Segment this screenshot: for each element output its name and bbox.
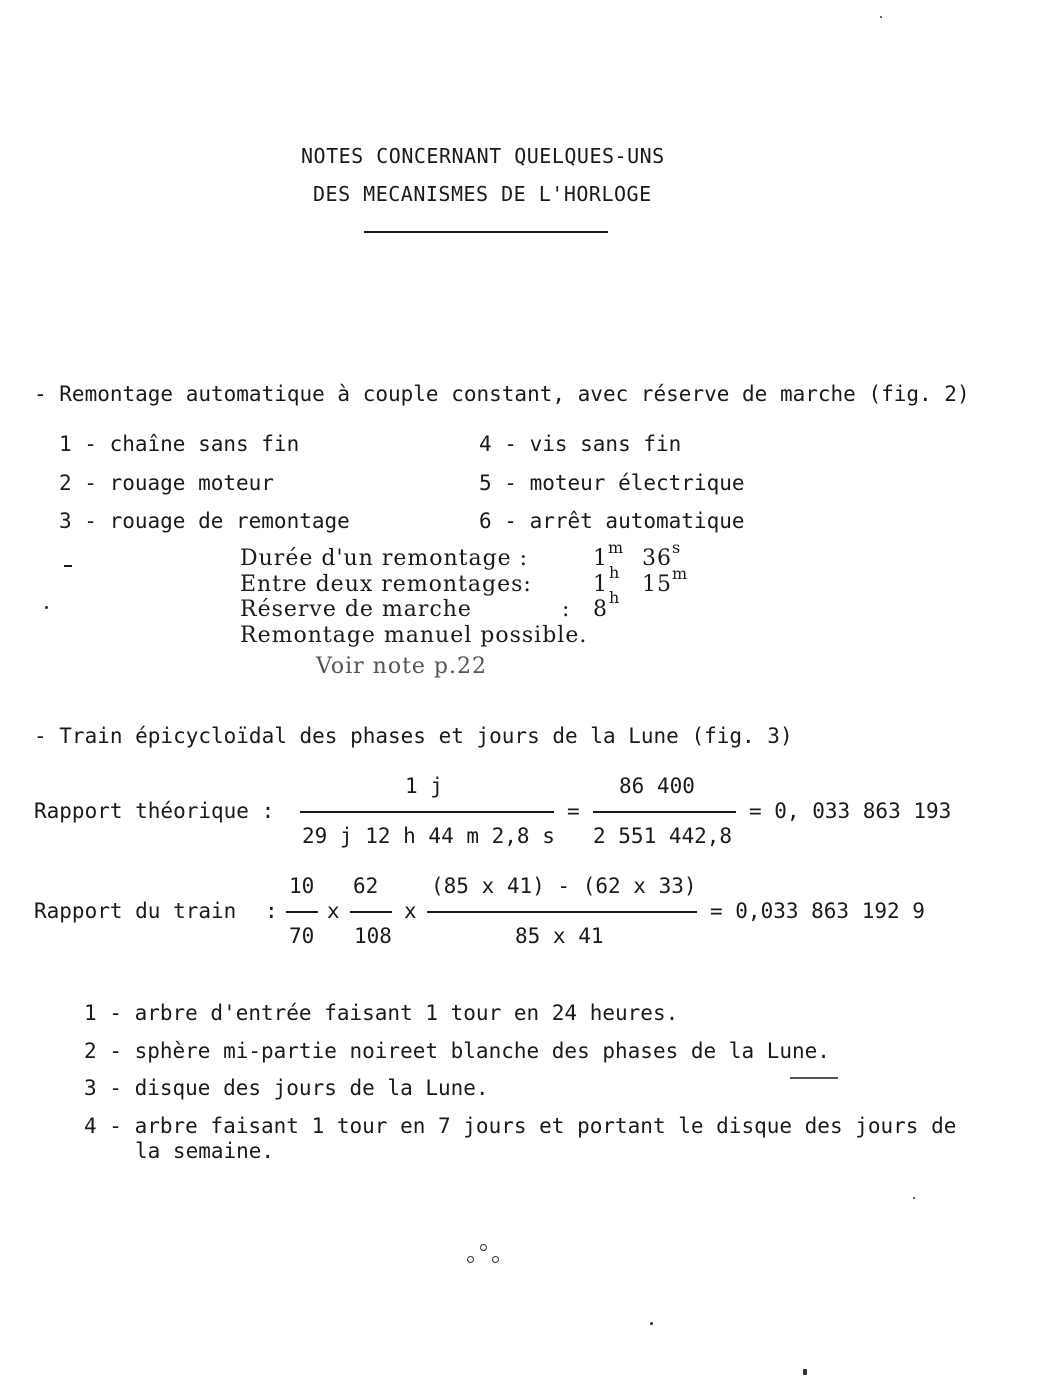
page-title-line2: DES MECANISMES DE L'HORLOGE — [313, 182, 652, 206]
train-fraction1-bar — [286, 911, 318, 913]
reserve-label: Réserve de marche — [240, 597, 472, 622]
section2-heading: - Train épicycloïdal des phases et jours de la Lune (fig. 3) — [34, 724, 793, 748]
train-fraction3-num: (85 x 41) - (62 x 33) — [431, 874, 697, 898]
theorique-den-2: 2 551 442,8 — [593, 824, 733, 848]
rapport-train-label: Rapport du train — [34, 899, 237, 923]
entre-label: Entre deux remontages: — [240, 572, 532, 597]
section2-item-3: 3 - disque des jours de la Lune. — [84, 1076, 489, 1100]
theorique-num-1: 1 j — [405, 774, 443, 798]
ornament-dot — [480, 1244, 487, 1251]
section1-heading: - Remontage automatique à couple constant, avec réserve de marche (fig. 2) — [34, 382, 970, 406]
entre-unit-1: h — [609, 563, 621, 582]
reserve-unit: h — [609, 588, 621, 607]
page-title-line1: NOTES CONCERNANT QUELQUES-UNS — [301, 144, 665, 168]
theorique-result: = 0, 033 863 193 — [749, 799, 952, 823]
train-fraction2-num: 62 — [353, 874, 379, 898]
section2-item-4: 4 - arbre faisant 1 tour en 7 jours et portant le disque des jours de — [84, 1114, 957, 1138]
speck — [650, 1322, 653, 1325]
train-times-2: x — [404, 899, 417, 923]
speck — [803, 1369, 807, 1375]
voir-note: Voir note p.22 — [316, 654, 487, 679]
train-fraction3-bar — [427, 911, 697, 913]
ornament-dot — [467, 1256, 474, 1263]
duree-value-2: 36 — [642, 546, 672, 571]
speck — [45, 606, 48, 609]
entre-value-1: 1 — [593, 572, 608, 597]
remontage-manuel: Remontage manuel possible. — [240, 623, 588, 648]
train-fraction2-den: 108 — [354, 924, 392, 948]
stray-rule — [790, 1077, 838, 1079]
duree-unit-1: m — [608, 538, 625, 557]
theorique-equals: = — [567, 799, 580, 823]
duree-value-1: 1 — [593, 546, 608, 571]
rapport-theorique-label: Rapport théorique : — [34, 799, 275, 823]
train-fraction3-den: 85 x 41 — [515, 924, 604, 948]
section1-item-6: 6 - arrêt automatique — [479, 509, 745, 533]
section2-item-2: 2 - sphère mi-partie noireet blanche des phases de la Lune. — [84, 1039, 830, 1063]
theorique-num-2: 86 400 — [619, 774, 695, 798]
theorique-fraction-bar-2 — [593, 811, 736, 813]
section1-item-1: 1 - chaîne sans fin — [59, 432, 300, 456]
speck — [913, 1197, 915, 1199]
entre-value-2: 15 — [642, 572, 672, 597]
duree-label: Durée d'un remontage : — [240, 546, 529, 571]
title-underline — [364, 231, 608, 233]
section1-item-2: 2 - rouage moteur — [59, 471, 274, 495]
reserve-value: 8 — [593, 597, 608, 622]
section1-item-4: 4 - vis sans fin — [479, 432, 682, 456]
section2-item-4-continuation: la semaine. — [135, 1139, 275, 1163]
theorique-fraction-bar-1 — [300, 811, 554, 813]
reserve-colon: : — [562, 597, 571, 622]
train-fraction2-bar — [350, 911, 392, 913]
train-fraction1-den: 70 — [289, 924, 315, 948]
train-times-1: x — [327, 899, 340, 923]
section2-item-1: 1 - arbre d'entrée faisant 1 tour en 24 heures. — [84, 1001, 679, 1025]
entre-unit-2: m — [672, 564, 689, 583]
theorique-den-1: 29 j 12 h 44 m 2,8 s — [302, 824, 555, 848]
train-fraction1-num: 10 — [289, 874, 315, 898]
margin-dash — [64, 565, 72, 567]
ornament-dot — [492, 1256, 499, 1263]
train-result: = 0,033 863 192 9 — [710, 899, 925, 923]
section1-item-3: 3 - rouage de remontage — [59, 509, 350, 533]
speck — [880, 16, 882, 18]
train-colon: : — [265, 899, 278, 923]
duree-unit-2: s — [672, 538, 682, 557]
section1-item-5: 5 - moteur électrique — [479, 471, 745, 495]
